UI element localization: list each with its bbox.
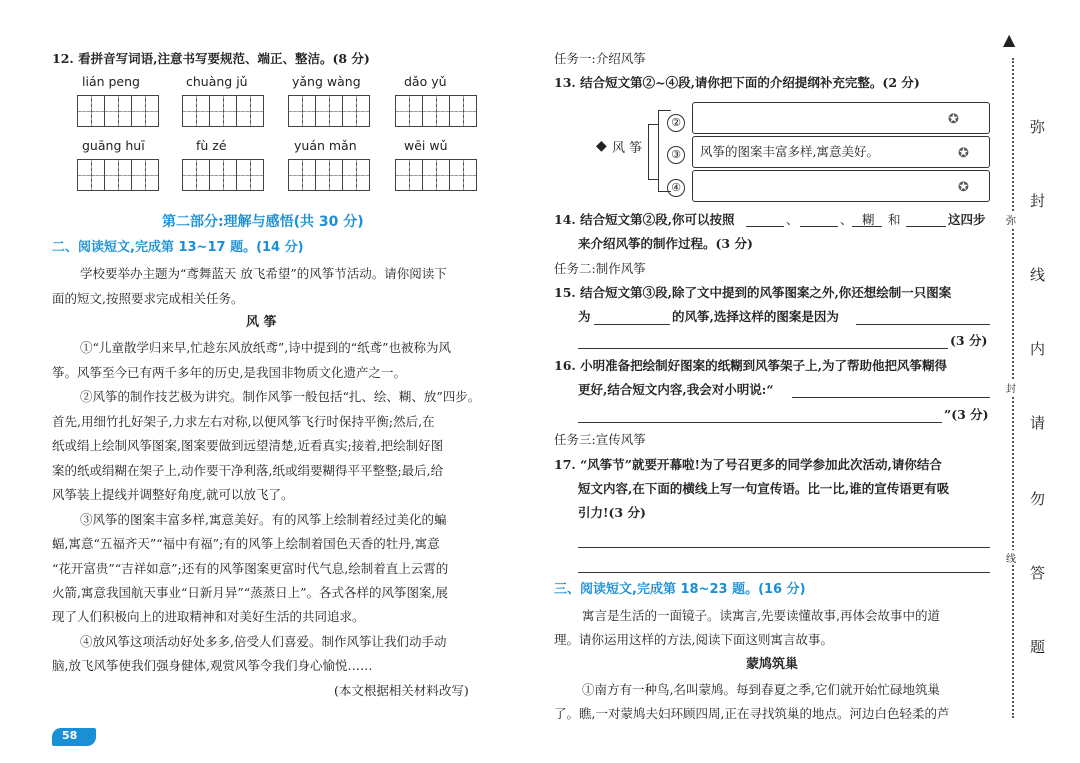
task2-label: 任务二:制作风筝 bbox=[554, 261, 646, 276]
sec3-intro-2: 理。请你运用这样的方法,阅读下面这则寓言故事。 bbox=[554, 632, 833, 647]
q13-title: 13. 结合短文第②~④段,请你把下面的介绍提纲补充完整。(2 分) bbox=[554, 75, 920, 90]
margin-char: 答 bbox=[1030, 564, 1046, 582]
right-page bbox=[520, 0, 1080, 763]
margin-char: 封 bbox=[1030, 192, 1046, 210]
passage2-line-2: 了。瞧,一对蒙鸠夫妇环顾四周,正在寻找筑巢的地点。河边白色轻柔的芦 bbox=[554, 706, 950, 721]
q14-text-c: 来介绍风筝的制作过程。(3 分) bbox=[578, 236, 753, 251]
q17-answer-line-1[interactable] bbox=[578, 547, 990, 548]
page-number: 58 bbox=[62, 729, 78, 742]
q14-blank-2[interactable] bbox=[800, 226, 838, 227]
outline-num-2: ② bbox=[667, 114, 685, 132]
kite-icon: ◆ bbox=[596, 138, 607, 154]
rocket-icon: ▲ bbox=[1003, 30, 1016, 49]
pinyin-5: guāng huī bbox=[82, 138, 145, 153]
outline-filled-text: 风筝的图案丰富多样,寓意美好。 bbox=[700, 144, 879, 159]
part2-title: 第二部分:理解与感悟(共 30 分) bbox=[162, 214, 364, 230]
outline-root: 风 筝 bbox=[612, 141, 643, 156]
page-number-badge bbox=[52, 728, 96, 746]
passage2-title: 蒙鸠筑巢 bbox=[746, 657, 799, 672]
para-line: 现了人们积极向上的进取精神和对美好生活的共同追求。 bbox=[52, 609, 365, 624]
passage2-line-1: ①南方有一种鸟,名叫蒙鸠。每到春夏之季,它们就开始忙碌地筑巢 bbox=[582, 682, 940, 697]
q16-blank-1[interactable] bbox=[792, 397, 990, 398]
q15-score: (3 分) bbox=[950, 333, 988, 348]
mascot-icon: ✪ bbox=[958, 146, 969, 161]
q14-hu: 糊 bbox=[862, 212, 875, 227]
writing-grid-2[interactable] bbox=[183, 95, 264, 127]
margin-small-char: 弥 bbox=[1006, 212, 1016, 227]
outline-answer-box-2[interactable] bbox=[692, 102, 990, 134]
para-line: 脑,放飞风筝使我们强身健体,观赏风筝令我们身心愉悦…… bbox=[52, 658, 373, 673]
para-line: 纸或绢上绘制风筝图案,图案要做到远望清楚,近看真实;接着,把绘制好图 bbox=[52, 438, 444, 453]
para-line: 蝠,寓意“五福齐天”“福中有福”;有的风筝上绘制着国色天香的牡丹,寓意 bbox=[52, 536, 440, 551]
outline-answer-box-4[interactable] bbox=[692, 170, 990, 202]
sec3-intro-1: 寓言是生活的一面镜子。读寓言,先要读懂故事,再体会故事中的道 bbox=[582, 608, 940, 623]
writing-grid-3[interactable] bbox=[289, 95, 370, 127]
para-line: 火箭,寓意我国航天事业“日新月异”“蒸蒸日上”。各式各样的风筝图案,展 bbox=[52, 585, 449, 600]
para-line: ③风筝的图案丰富多样,寓意美好。有的风筝上绘制着经过美化的蝙 bbox=[80, 512, 447, 527]
pinyin-4: dǎo yǔ bbox=[404, 74, 447, 89]
writing-grid-4[interactable] bbox=[396, 95, 477, 127]
writing-grid-8[interactable] bbox=[396, 159, 477, 191]
q15-blank-3[interactable] bbox=[578, 348, 948, 349]
para-line: ④放风筝这项活动好处多多,倍受人们喜爱。制作风筝让我们动手动 bbox=[80, 634, 447, 649]
q15-blank-2[interactable] bbox=[856, 324, 990, 325]
q14-blank-4[interactable] bbox=[906, 226, 946, 227]
para-line: 案的纸或绢糊在架子上,动作要干净利落,纸或绢要糊得平平整整;最后,给 bbox=[52, 463, 444, 478]
q15-blank-1[interactable] bbox=[594, 324, 670, 325]
q16-blank-2[interactable] bbox=[578, 422, 942, 423]
margin-char: 请 bbox=[1030, 414, 1046, 432]
left-page bbox=[0, 0, 520, 763]
q15-text-c: 的风筝,选择这样的图案是因为 bbox=[672, 309, 839, 324]
task3-label: 任务三:宣传风筝 bbox=[554, 432, 646, 447]
intro-line-1: 学校要举办主题为“鸢舞蓝天 放飞希望”的风筝节活动。请你阅读下 bbox=[80, 266, 447, 281]
para-line: 首先,用细竹扎好架子,力求左右对称,以便风筝飞行时保持平衡;然后,在 bbox=[52, 414, 435, 429]
margin-char: 弥 bbox=[1030, 118, 1046, 136]
margin-small-char: 封 bbox=[1006, 380, 1016, 395]
q17-text-c: 引力!(3 分) bbox=[578, 505, 646, 520]
task1-label: 任务一:介绍风筝 bbox=[554, 51, 646, 66]
q17-text-a: 17. “风筝节”就要开幕啦!为了号召更多的同学参加此次活动,请你结合 bbox=[554, 457, 942, 472]
outline-num-3: ③ bbox=[667, 146, 685, 164]
margin-char: 线 bbox=[1030, 266, 1046, 284]
para-line: 筝。风筝至今已有两千多年的历史,是我国非物质文化遗产之一。 bbox=[52, 365, 406, 380]
q14-he: 和 bbox=[888, 212, 901, 227]
para-line: ②风筝的制作技艺极为讲究。制作风筝一般包括“扎、绘、糊、放”四步。 bbox=[80, 389, 481, 404]
margin-char: 题 bbox=[1030, 638, 1046, 656]
mascot-icon: ✪ bbox=[948, 112, 959, 127]
pinyin-6: fù zé bbox=[196, 138, 227, 153]
q12-title: 12. 看拼音写词语,注意书写要规范、端正、整洁。(8 分) bbox=[52, 51, 370, 66]
margin-small-char: 线 bbox=[1006, 550, 1016, 565]
pinyin-1: lián peng bbox=[82, 74, 140, 89]
para-line: ①“儿童散学归来早,忙趁东风放纸鸢”,诗中提到的“纸鸢”也被称为风 bbox=[80, 340, 452, 355]
q16-text-a: 16. 小明准备把绘制好图案的纸糊到风筝架子上,为了帮助他把风筝糊得 bbox=[554, 358, 947, 373]
q14-text-b: 这四步 bbox=[948, 212, 986, 227]
para-line: 风筝装上提线并调整好角度,就可以放飞了。 bbox=[52, 487, 294, 502]
section2-title: 二、阅读短文,完成第 13~17 题。(14 分) bbox=[52, 240, 304, 255]
q17-text-b: 短文内容,在下面的横线上写一句宣传语。比一比,谁的宣传语更有吸 bbox=[578, 481, 950, 496]
intro-line-2: 面的短文,按照要求完成相关任务。 bbox=[52, 291, 244, 306]
q14-sep-1: 、 bbox=[786, 212, 799, 227]
q16-score: ”(3 分) bbox=[944, 407, 989, 422]
q14-sep-2: 、 bbox=[840, 212, 853, 227]
margin-char: 内 bbox=[1030, 340, 1046, 358]
passage-title: 风 筝 bbox=[246, 315, 277, 330]
pinyin-7: yuán mǎn bbox=[294, 138, 357, 153]
section3-title: 三、阅读短文,完成第 18~23 题。(16 分) bbox=[554, 582, 806, 597]
pinyin-8: wēi wǔ bbox=[404, 138, 448, 153]
outline-num-4: ④ bbox=[667, 179, 685, 197]
writing-grid-5[interactable] bbox=[78, 159, 159, 191]
pinyin-2: chuàng jǔ bbox=[186, 74, 248, 89]
q14-text-a: 14. 结合短文第②段,你可以按照 bbox=[554, 212, 735, 227]
writing-grid-6[interactable] bbox=[183, 159, 264, 191]
q15-text-a: 15. 结合短文第③段,除了文中提到的风筝图案之外,你还想绘制一只图案 bbox=[554, 285, 952, 300]
margin-char: 勿 bbox=[1030, 490, 1046, 508]
para-line: “花开富贵”“吉祥如意”;还有的风筝图案更富时代气息,绘制着直上云霄的 bbox=[52, 561, 449, 576]
source-note: (本文根据相关材料改写) bbox=[334, 683, 469, 698]
q14-blank-1[interactable] bbox=[746, 226, 784, 227]
q16-text-b: 更好,结合短文内容,我会对小明说:“ bbox=[578, 382, 774, 397]
writing-grid-7[interactable] bbox=[289, 159, 370, 191]
q15-text-b: 为 bbox=[578, 309, 591, 324]
q17-answer-line-2[interactable] bbox=[578, 572, 990, 573]
mascot-icon: ✪ bbox=[958, 180, 969, 195]
writing-grid-1[interactable] bbox=[78, 95, 159, 127]
pinyin-3: yǎng wàng bbox=[292, 74, 361, 89]
